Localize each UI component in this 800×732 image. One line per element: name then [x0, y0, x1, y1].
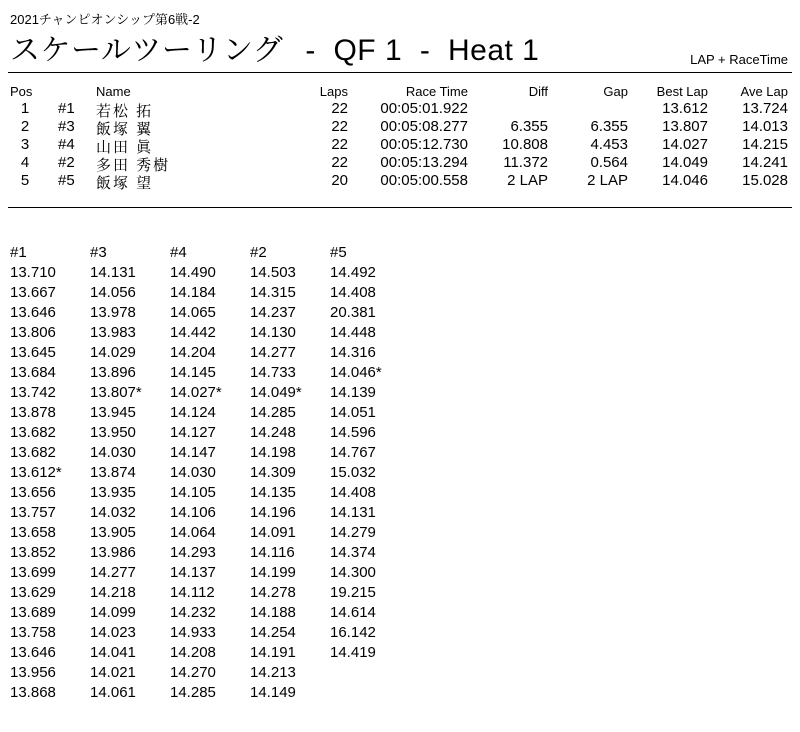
cell-best-lap: 14.049	[662, 154, 708, 171]
lap-time: 14.270	[170, 664, 216, 681]
lap-time: 14.933	[170, 624, 216, 641]
lap-time: 15.032	[330, 464, 376, 481]
lap-time: 13.896	[90, 364, 136, 381]
lap-column	[250, 243, 302, 703]
lap-time: 14.492	[330, 264, 376, 281]
lap-time: 14.208	[170, 644, 216, 661]
lap-time: 13.710	[10, 264, 56, 281]
cell-car-number: #4	[58, 136, 75, 153]
result-row	[0, 136, 800, 154]
cell-ave-lap: 15.028	[742, 172, 788, 189]
lap-time: 14.137	[170, 564, 216, 581]
cell-pos: 5	[20, 172, 30, 189]
cell-driver-name: 多田 秀樹	[96, 157, 171, 174]
lap-time: 13.986	[90, 544, 136, 561]
result-row	[0, 118, 800, 136]
cell-laps: 22	[331, 154, 348, 171]
cell-best-lap: 14.046	[662, 172, 708, 189]
result-row	[0, 100, 800, 118]
lap-time: 14.049*	[250, 384, 302, 401]
lap-time: 13.978	[90, 304, 136, 321]
col-best-lap: Best Lap	[656, 84, 708, 99]
lap-time: 14.127	[170, 424, 216, 441]
cell-gap: 4.453	[590, 136, 628, 153]
lap-time: 14.188	[250, 604, 296, 621]
lap-time: 14.030	[90, 444, 136, 461]
lap-time: 14.733	[250, 364, 296, 381]
cell-diff: 10.808	[502, 136, 548, 153]
lap-time: 14.408	[330, 484, 376, 501]
lap-time: 14.041	[90, 644, 136, 661]
lap-time: 14.218	[90, 584, 136, 601]
lap-time: 14.191	[250, 644, 296, 661]
lap-time: 14.106	[170, 504, 216, 521]
lap-time: 14.199	[250, 564, 296, 581]
col-diff: Diff	[528, 84, 548, 99]
lap-time: 13.905	[90, 524, 136, 541]
lap-time: 14.030	[170, 464, 216, 481]
cell-race-time: 00:05:08.277	[380, 118, 468, 135]
lap-time: 14.145	[170, 364, 216, 381]
lap-time: 14.131	[90, 264, 136, 281]
lap-time: 13.935	[90, 484, 136, 501]
lap-time: 16.142	[330, 624, 376, 641]
col-ave-lap: Ave Lap	[740, 84, 788, 99]
result-row	[0, 172, 800, 190]
lap-time: 14.490	[170, 264, 216, 281]
results-divider	[8, 207, 792, 208]
cell-car-number: #5	[58, 172, 75, 189]
lap-time: 14.029	[90, 344, 136, 361]
col-race-time: Race Time	[405, 84, 468, 99]
lap-time: 14.614	[330, 604, 376, 621]
cell-laps: 22	[331, 136, 348, 153]
lap-time: 14.237	[250, 304, 296, 321]
lap-time: 14.315	[250, 284, 296, 301]
lap-time: 14.196	[250, 504, 296, 521]
lap-time: 13.874	[90, 464, 136, 481]
lap-time: 14.374	[330, 544, 376, 561]
lap-column	[170, 243, 222, 703]
lap-time: 13.945	[90, 404, 136, 421]
lap-time: 13.658	[10, 524, 56, 541]
lap-time: 14.300	[330, 564, 376, 581]
lap-time: 13.757	[10, 504, 56, 521]
lap-time: 13.667	[10, 284, 56, 301]
lap-time: 14.112	[170, 584, 215, 601]
cell-ave-lap: 14.241	[742, 154, 788, 171]
cell-gap: 6.355	[590, 118, 628, 135]
lap-time: 14.213	[250, 664, 296, 681]
lap-time: 13.684	[10, 364, 56, 381]
cell-race-time: 00:05:12.730	[380, 136, 468, 153]
lap-time: 14.309	[250, 464, 296, 481]
lap-time: 14.184	[170, 284, 216, 301]
lap-time: 14.232	[170, 604, 216, 621]
lap-time: 14.116	[250, 544, 295, 561]
lap-time: 14.064	[170, 524, 216, 541]
col-gap: Gap	[603, 84, 628, 99]
lap-time: 13.646	[10, 644, 56, 661]
cell-ave-lap: 14.013	[742, 118, 788, 135]
lap-time: 13.629	[10, 584, 56, 601]
event-subtitle: 2021チャンピオンシップ第6戦-2	[10, 12, 200, 27]
cell-best-lap: 13.807	[662, 118, 708, 135]
lap-time: 13.646	[10, 304, 56, 321]
cell-laps: 20	[331, 172, 348, 189]
lap-time: 14.046*	[330, 364, 382, 381]
lap-time: 14.091	[250, 524, 296, 541]
lap-time: 14.285	[170, 684, 216, 701]
cell-diff: 6.355	[510, 118, 548, 135]
lap-time: 13.868	[10, 684, 56, 701]
page-title	[10, 25, 539, 69]
col-laps: Laps	[319, 84, 348, 99]
cell-laps: 22	[331, 100, 348, 117]
lap-time: 14.021	[90, 664, 136, 681]
cell-car-number: #1	[58, 100, 75, 117]
cell-driver-name: 若松 拓	[96, 103, 154, 120]
lap-time: 13.878	[10, 404, 56, 421]
class-name: スケールツーリング	[10, 34, 284, 67]
col-pos: Pos	[10, 84, 33, 99]
lap-column	[330, 243, 382, 663]
cell-driver-name: 飯塚 翼	[96, 121, 154, 138]
cell-diff: 2 LAP	[507, 172, 548, 189]
lap-time: 14.149	[250, 684, 296, 701]
lap-time: 13.758	[10, 624, 56, 641]
cell-best-lap: 14.027	[662, 136, 708, 153]
lap-time: 14.767	[330, 444, 376, 461]
lap-time: 14.065	[170, 304, 216, 321]
lap-time: 14.051	[330, 404, 376, 421]
cell-ave-lap: 14.215	[742, 136, 788, 153]
lap-time: 14.032	[90, 504, 136, 521]
lap-column-header: #4	[170, 244, 187, 261]
lap-time: 13.689	[10, 604, 56, 621]
cell-race-time: 00:05:01.922	[380, 100, 468, 117]
cell-race-time: 00:05:13.294	[380, 154, 468, 171]
lap-time: 19.215	[330, 584, 376, 601]
lap-time: 13.742	[10, 384, 56, 401]
cell-pos: 4	[20, 154, 30, 171]
lap-time: 14.442	[170, 324, 216, 341]
lap-time: 14.248	[250, 424, 296, 441]
lap-time: 14.204	[170, 344, 216, 361]
cell-pos: 2	[20, 118, 30, 135]
lap-time: 14.023	[90, 624, 136, 641]
lap-time: 14.130	[250, 324, 296, 341]
lap-time: 13.806	[10, 324, 56, 341]
cell-driver-name: 飯塚 望	[96, 175, 154, 192]
lap-time: 14.277	[250, 344, 296, 361]
lap-time: 13.645	[10, 344, 56, 361]
lap-time: 13.807*	[90, 384, 142, 401]
lap-time: 13.852	[10, 544, 56, 561]
cell-ave-lap: 13.724	[742, 100, 788, 117]
lap-time: 14.198	[250, 444, 296, 461]
lap-time: 14.419	[330, 644, 376, 661]
lap-time: 14.293	[170, 544, 216, 561]
cell-pos: 3	[20, 136, 30, 153]
cell-diff: 11.372	[503, 154, 548, 171]
lap-time: 14.099	[90, 604, 136, 621]
report-mode: LAP + RaceTime	[690, 52, 788, 67]
cell-driver-name: 山田 眞	[96, 139, 154, 156]
lap-time: 14.277	[90, 564, 136, 581]
lap-time: 14.027*	[170, 384, 222, 401]
lap-time: 13.983	[90, 324, 136, 341]
lap-time: 20.381	[330, 304, 376, 321]
lap-column	[10, 243, 62, 703]
lap-column-header: #1	[10, 244, 27, 261]
lap-time: 14.448	[330, 324, 376, 341]
cell-gap: 0.564	[590, 154, 628, 171]
lap-time: 13.656	[10, 484, 56, 501]
cell-gap: 2 LAP	[587, 172, 628, 189]
lap-time: 14.061	[90, 684, 136, 701]
header-divider	[8, 72, 792, 73]
lap-column-header: #3	[90, 244, 107, 261]
heat-label: - QF 1 - Heat 1	[305, 34, 540, 67]
lap-time: 14.139	[330, 384, 376, 401]
lap-time: 14.131	[330, 504, 376, 521]
lap-time: 13.682	[10, 444, 56, 461]
cell-best-lap: 13.612	[662, 100, 708, 117]
lap-time: 14.135	[250, 484, 296, 501]
cell-race-time: 00:05:00.558	[380, 172, 468, 189]
cell-car-number: #3	[58, 118, 75, 135]
lap-time: 14.254	[250, 624, 296, 641]
lap-column-header: #2	[250, 244, 267, 261]
lap-time: 14.056	[90, 284, 136, 301]
lap-time: 14.408	[330, 284, 376, 301]
lap-time: 14.124	[170, 404, 216, 421]
lap-time: 14.503	[250, 264, 296, 281]
lap-column-header: #5	[330, 244, 347, 261]
lap-time: 14.596	[330, 424, 376, 441]
lap-time: 14.278	[250, 584, 296, 601]
cell-laps: 22	[331, 118, 348, 135]
lap-time: 14.105	[170, 484, 216, 501]
lap-time: 13.612*	[10, 464, 62, 481]
lap-time: 13.682	[10, 424, 56, 441]
lap-time: 13.699	[10, 564, 56, 581]
cell-car-number: #2	[58, 154, 75, 171]
cell-pos: 1	[20, 100, 30, 117]
result-row	[0, 154, 800, 172]
lap-time: 14.316	[330, 344, 376, 361]
lap-time: 14.279	[330, 524, 376, 541]
lap-time: 13.950	[90, 424, 136, 441]
lap-column	[90, 243, 142, 703]
lap-time: 13.956	[10, 664, 56, 681]
col-name: Name	[96, 84, 131, 99]
lap-time: 14.285	[250, 404, 296, 421]
lap-time: 14.147	[170, 444, 216, 461]
